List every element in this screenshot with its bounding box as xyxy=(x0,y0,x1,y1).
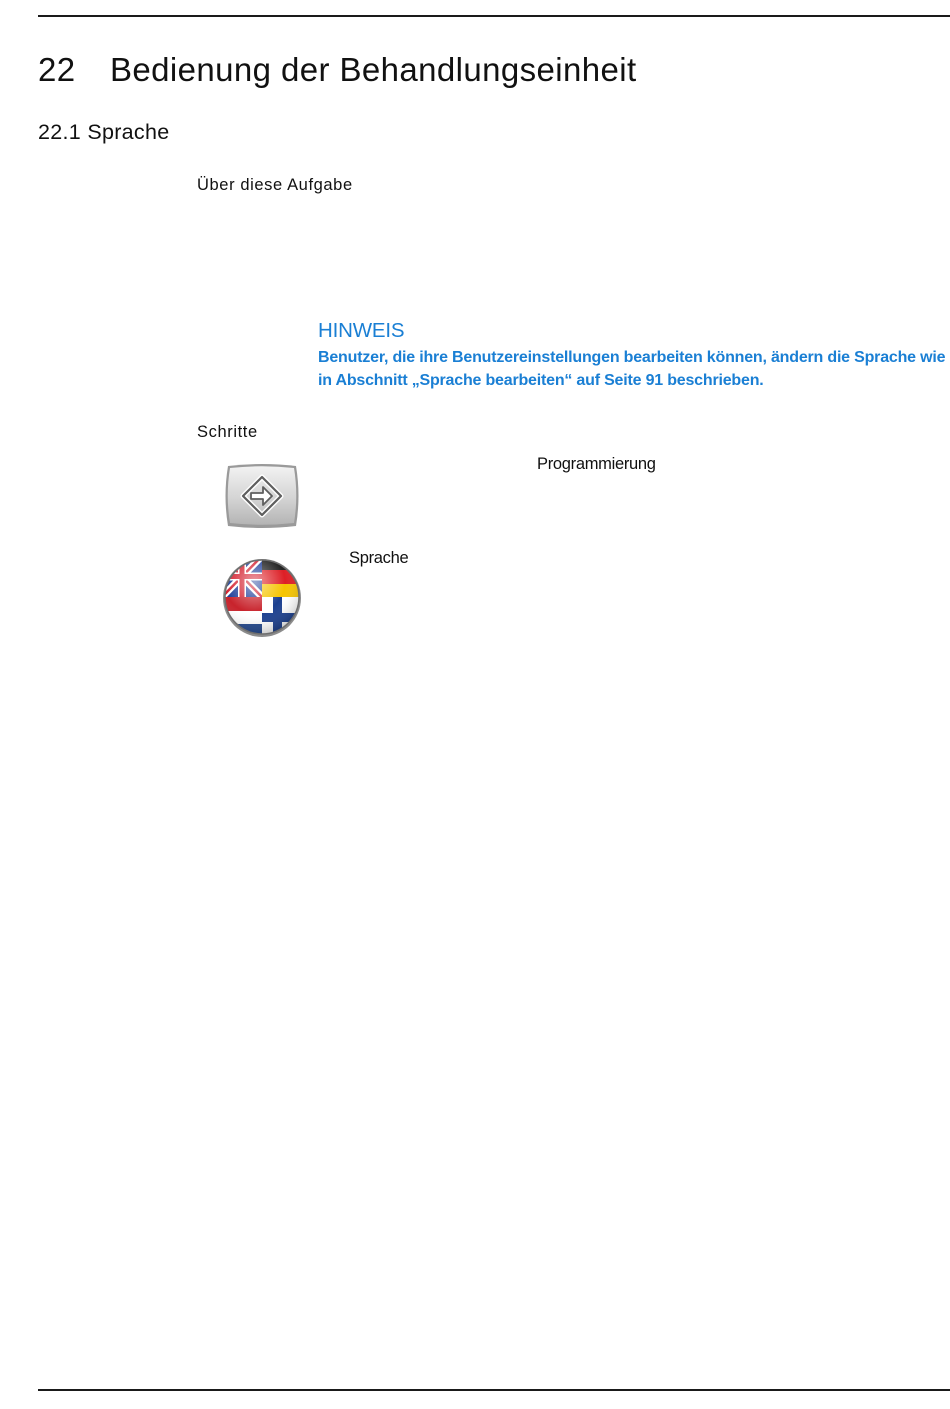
note-body: Benutzer, die ihre Benutzereinstellungen bearbeiten können, ändern die Sprache wie in Abschnitt „Sprache bearbeiten“ auf Seite 91 beschrieben. xyxy=(318,349,946,389)
note-box xyxy=(318,318,950,392)
steps-label: Schritte xyxy=(197,423,258,441)
about-task-label: Über diese Aufgabe xyxy=(197,176,353,194)
chapter-heading xyxy=(38,50,637,90)
programming-enter-icon xyxy=(222,462,302,530)
note-title: HINWEIS xyxy=(318,319,405,342)
chapter-title: Bedienung der Behandlungseinheit xyxy=(110,51,637,88)
chapter-number: 22 xyxy=(38,51,76,88)
language-flags-icon xyxy=(222,556,302,638)
top-rule xyxy=(38,15,950,17)
step-sprache-label: Sprache xyxy=(349,549,409,567)
step-programmierung-label: Programmierung xyxy=(537,455,656,473)
section-title: 22.1 Sprache xyxy=(38,120,170,144)
bottom-rule xyxy=(38,1389,950,1391)
